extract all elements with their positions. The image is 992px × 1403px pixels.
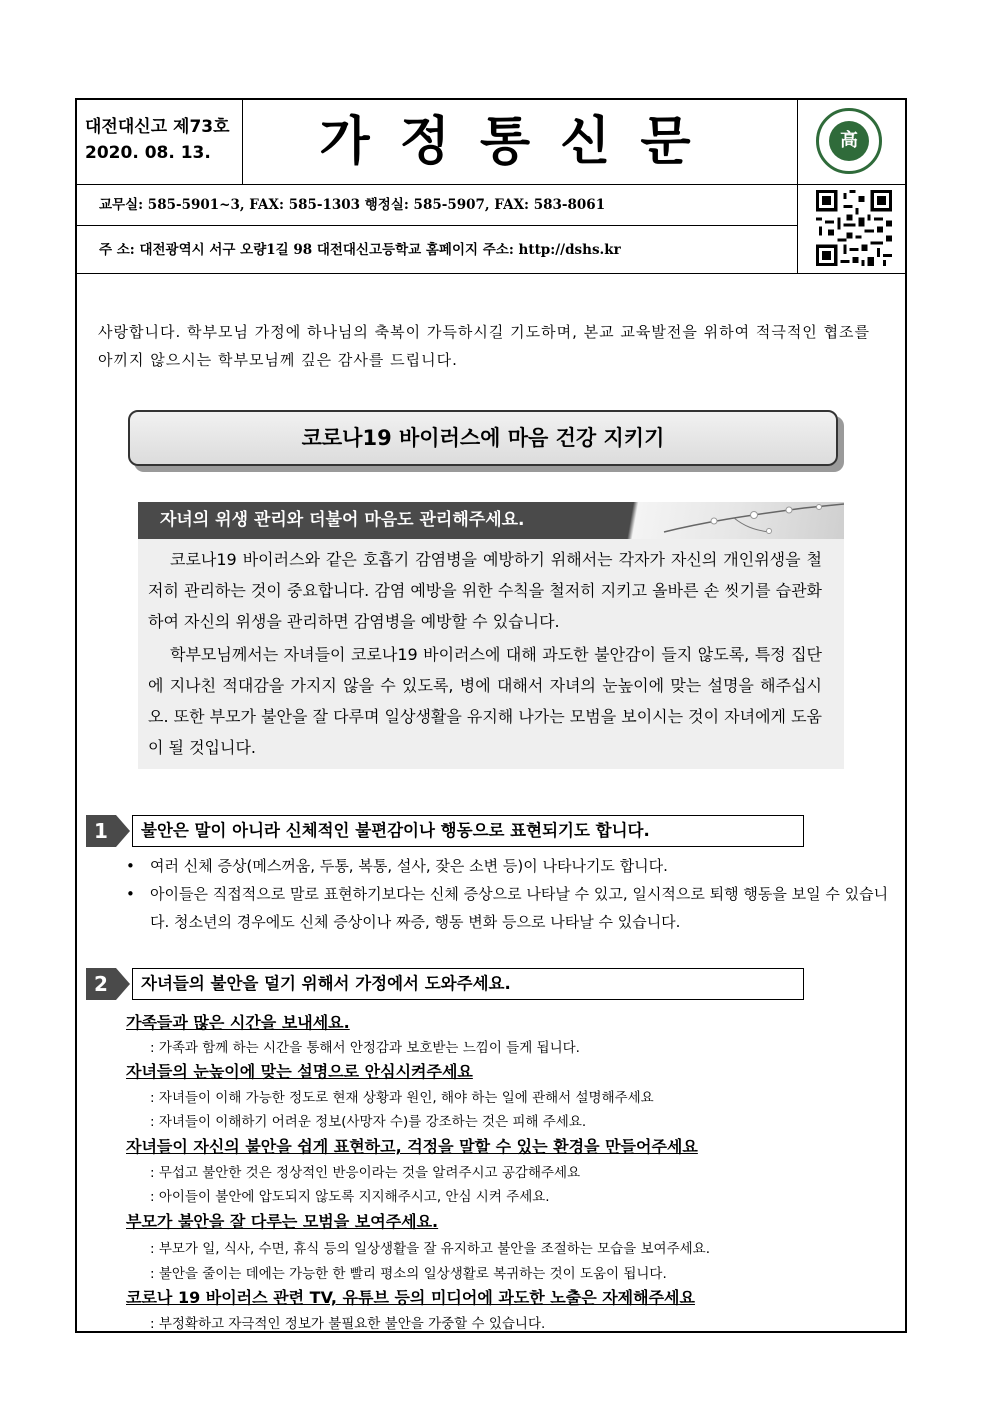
section-1-arrow-icon bbox=[116, 815, 130, 847]
tip-detail: : 불안을 줄이는 데에는 가능한 한 빨리 평소의 일상생활로 복귀하는 것이 도움이 됩니다. bbox=[150, 1266, 667, 1282]
tip-detail: : 자녀들이 이해 가능한 정도로 현재 상황과 원인, 해야 하는 일에 관해서 설명해주세요 bbox=[150, 1090, 654, 1106]
section-1-number: 1 bbox=[86, 815, 116, 847]
intro-paragraph: 사랑합니다. 학부모님 가정에 하나님의 축복이 가득하시길 기도하며, 본교 교육발전을 위하여 적극적인 협조를 아끼지 않으시는 학부모님께 깊은 감사를 드립니다. bbox=[98, 323, 871, 369]
tip-detail: : 부모가 일, 식사, 수면, 휴식 등의 일상생활을 잘 유지하고 불안을 조절하는 모습을 보여주세요. bbox=[150, 1241, 711, 1257]
topic-banner: 코로나19 바이러스에 마음 건강 지키기 bbox=[128, 410, 838, 466]
tip-detail: : 무섭고 불안한 것은 정상적인 반응이라는 것을 알려주시고 공감해주세요 bbox=[150, 1165, 581, 1181]
tip-heading: 자녀들의 눈높이에 맞는 설명으로 안심시켜주세요 bbox=[126, 1062, 473, 1081]
tip-heading: 코로나 19 바이러스 관련 TV, 유튜브 등의 미디어에 과도한 노출은 자제해주세요 bbox=[126, 1288, 695, 1307]
school-logo bbox=[816, 108, 882, 174]
section-1-header bbox=[86, 815, 804, 847]
section-1-title: 불안은 말이 아니라 신체적인 불편감이나 행동으로 표현되기도 합니다. bbox=[132, 815, 804, 847]
issue-info bbox=[77, 100, 243, 184]
page-title: 가정통신문 bbox=[319, 112, 721, 172]
tip-detail: : 가족과 함께 하는 시간을 통해서 안정감과 보호받는 느낌이 들게 됩니다. bbox=[150, 1040, 580, 1056]
issue-date: 2020. 08. 13. bbox=[85, 143, 211, 163]
qr-cell bbox=[797, 184, 905, 274]
tip-heading: 가족들과 많은 시간을 보내세요. bbox=[126, 1013, 350, 1032]
section-2-header bbox=[86, 968, 804, 1000]
branch-icon bbox=[604, 502, 844, 539]
tip-heading: 자녀들이 자신의 불안을 쉽게 표현하고, 걱정을 말할 수 있는 환경을 만들어주세요 bbox=[126, 1137, 698, 1156]
tip-detail: : 자녀들이 이해하기 어려운 정보(사망자 수)를 강조하는 것은 피해 주세요. bbox=[150, 1114, 587, 1130]
subsection-body bbox=[138, 539, 844, 769]
blossom-decoration bbox=[604, 502, 844, 539]
qr-code-icon bbox=[816, 190, 892, 266]
subsection-paragraph-2: 학부모님께서는 자녀들이 코로나19 바이러스에 대해 과도한 불안감이 들지 않도록, 특정 집단에 지나친 적대감을 가지지 않을 수 있도록, 병에 대해서 자녀의 눈높이에 맞는 설명을 해주십시오. 또한 부모가 불안을 잘 다루며 일상생활을 유지해 나가는 모범을 보이시는 것이 자녀에게 도움이 될 것입니다. bbox=[148, 645, 822, 757]
section-2-arrow-icon bbox=[116, 968, 130, 1000]
tip-detail: : 부정확하고 자극적인 정보가 불필요한 불안을 가중할 수 있습니다. bbox=[150, 1316, 546, 1332]
subsection-paragraph-1: 코로나19 바이러스와 같은 호흡기 감염병을 예방하기 위해서는 각자가 자신의 개인위생을 철저히 관리하는 것이 중요합니다. 감염 예방을 위한 수칙을 철저히 지키고 올바른 손 씻기를 습관화하여 자신의 위생을 관리하면 감염병을 예방할 수 있습니다. bbox=[148, 550, 822, 631]
bullet-item: • 여러 신체 증상(메스꺼움, 두통, 복통, 설사, 잦은 소변 등)이 나타나기도 합니다. bbox=[124, 852, 904, 880]
subsection-header bbox=[138, 502, 844, 539]
tip-detail: : 아이들이 불안에 압도되지 않도록 지지해주시고, 안심 시켜 주세요. bbox=[150, 1189, 550, 1205]
school-logo-glyph: 高 bbox=[829, 121, 869, 161]
issue-number: 대전대신고 제73호 bbox=[85, 117, 230, 137]
section-2-number: 2 bbox=[86, 968, 116, 1000]
address-line: 주 소: 대전광역시 서구 오량1길 98 대전대신고등학교 홈페이지 주소: http://dshs.kr bbox=[77, 226, 797, 274]
contact-line: 교무실: 585-5901~3, FAX: 585-1303 행정실: 585-5907, FAX: 583-8061 bbox=[77, 184, 797, 226]
tip-heading: 부모가 불안을 잘 다루는 모범을 보여주세요. bbox=[126, 1212, 439, 1231]
logo-cell bbox=[797, 100, 906, 184]
header-top-row bbox=[77, 100, 905, 185]
subsection-title: 자녀의 위생 관리와 더불어 마음도 관리해주세요. bbox=[160, 510, 525, 530]
section-1-bullets bbox=[124, 852, 904, 936]
section-2-title: 자녀들의 불안을 덜기 위해서 가정에서 도와주세요. bbox=[132, 968, 804, 1000]
bullet-item: • 아이들은 직접적으로 말로 표현하기보다는 신체 증상으로 나타날 수 있고, 일시적으로 퇴행 행동을 보일 수 있습니다. 청소년의 경우에도 신체 증상이나 짜증, 행동 변화 등으로 나타날 수 있습니다. bbox=[124, 880, 904, 936]
